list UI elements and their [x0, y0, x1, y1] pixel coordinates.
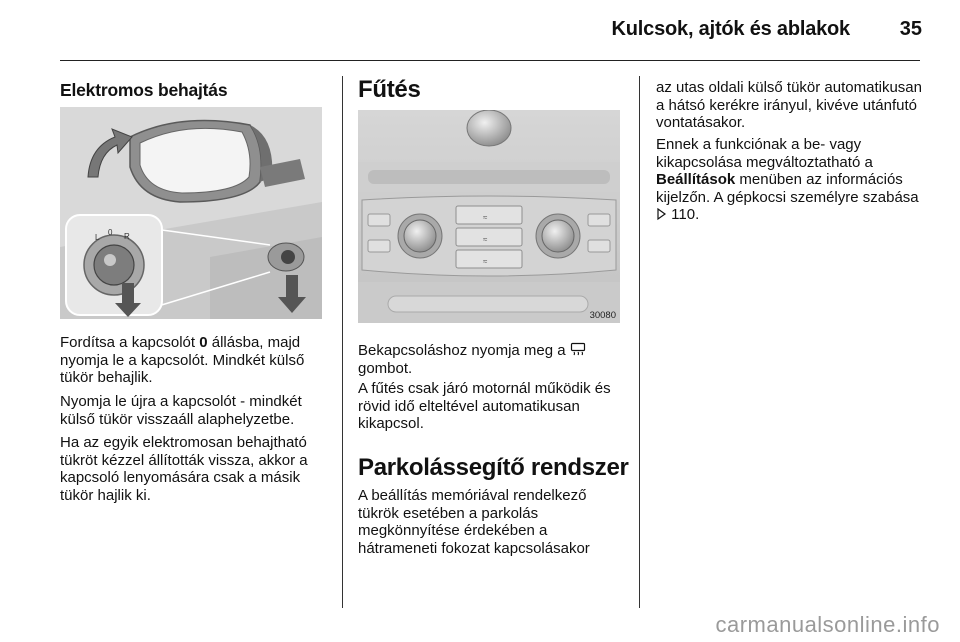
- mirror-heating-icon: [570, 342, 586, 357]
- paragraph-turn-switch: [60, 334, 332, 387]
- page-reference-link[interactable]: 110.: [671, 206, 700, 223]
- section-heading-electric-folding: Elektromos behajtás: [60, 80, 228, 100]
- column-divider-2: [639, 76, 640, 608]
- svg-text:0: 0: [108, 228, 113, 237]
- running-header-title: Kulcsok, ajtók és ablakok: [611, 18, 850, 40]
- header-rule: [60, 60, 920, 61]
- paragraph-manual-reset: Ha az egyik elektromosan behajtható tükröt kézzel állították vissza, akkor a kapcsoló lenyomására csak a másik tükör hajlik ki.: [60, 434, 308, 504]
- paragraph-passenger-mirror: az utas oldali külső tükör automatikusan a hátsó kerékre irányul, kivéve utánfutó vontatásakor.: [656, 79, 922, 131]
- paragraph-turn-switch-text-a: Fordítsa a kapcsolót: [60, 334, 200, 351]
- svg-text:R: R: [124, 232, 130, 241]
- paragraph-heating-engine: A fűtés csak járó motornál működik és rövid idő elteltével automatikusan kikapcsol.: [358, 380, 611, 432]
- switch-position-zero: 0: [199, 334, 208, 351]
- settings-menu-name: Beállítások: [656, 171, 736, 188]
- svg-text:≈: ≈: [483, 235, 488, 244]
- paragraph-press-again: Nyomja le újra a kapcsolót - mindkét külső tükör visszaáll alaphelyzetbe.: [60, 393, 302, 428]
- figure-code: 30080: [589, 310, 616, 321]
- paragraph-heating-on-text-b: gombot.: [358, 359, 413, 377]
- paragraph-parking-memory: A beállítás memóriával rendelkező tükrök esetében a parkolás megkönnyítése érdekében a hátrameneti fokozat kapcsolásakor: [358, 487, 590, 557]
- page-reference-arrow-icon: [656, 207, 667, 222]
- section-heading-heating: Fűtés: [358, 76, 421, 103]
- paragraph-function-toggle-text-b: menüben az információs kijelzőn. A gépkocsi személyre szabása: [656, 171, 919, 206]
- mirror-illustration: [60, 107, 322, 319]
- paragraph-function-toggle-text-a: Ennek a funkciónak a be- vagy kikapcsolása megváltoztatható a: [656, 136, 873, 171]
- svg-text:≈: ≈: [483, 257, 488, 266]
- svg-text:≈: ≈: [483, 213, 488, 222]
- svg-text:L: L: [95, 233, 100, 242]
- mirror-folding-figure: [60, 107, 322, 319]
- column-divider-1: [342, 76, 343, 608]
- climate-control-figure: [358, 110, 620, 323]
- paragraph-function-toggle: [656, 136, 926, 224]
- page-number: 35: [899, 18, 922, 40]
- paragraph-heating-on: [358, 342, 630, 377]
- site-watermark: carmanualsonline.info: [715, 612, 940, 637]
- climate-panel-illustration: [358, 110, 620, 323]
- section-heading-parking-assist: Parkolássegítő rendszer: [358, 454, 629, 481]
- paragraph-heating-on-text-a: Bekapcsoláshoz nyomja meg a: [358, 342, 570, 359]
- paragraph-turn-switch-text-b: állásba, majd nyomja le a kapcsolót. Mindkét külső tükör behajlik.: [60, 334, 305, 386]
